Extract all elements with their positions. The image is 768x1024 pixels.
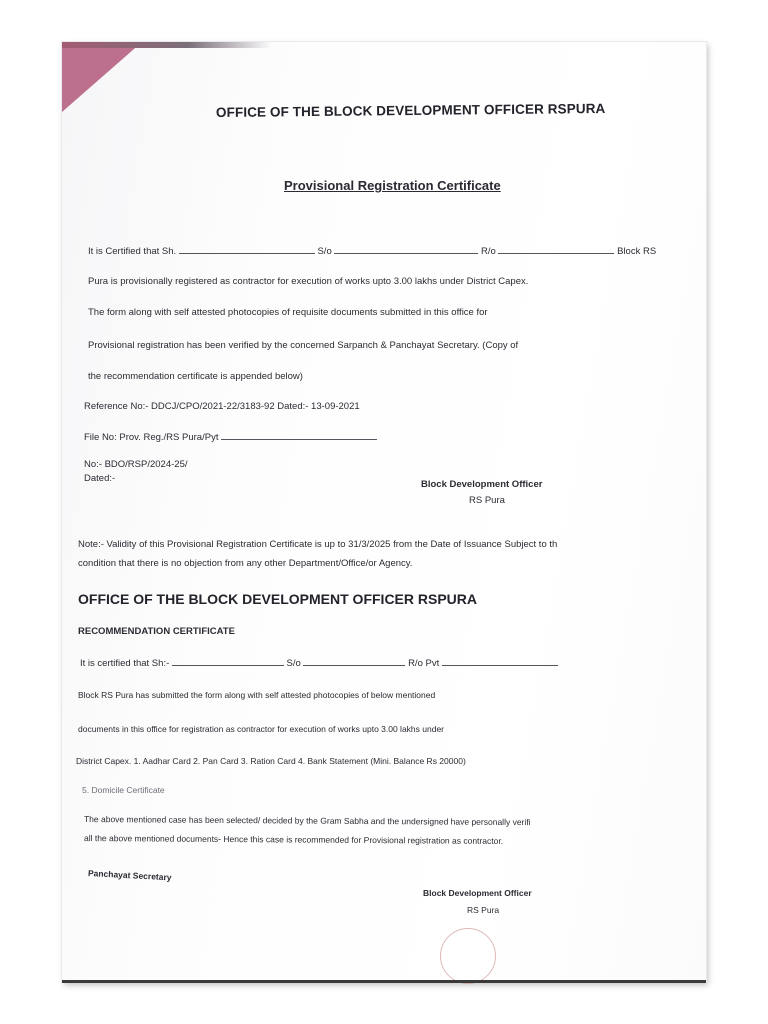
- block-label: Block RS: [617, 246, 657, 257]
- file-number-label: File No: Prov. Reg./RS Pura/Pyt: [84, 432, 219, 443]
- signatory-title: Block Development Officer: [421, 479, 543, 490]
- recommendation-line-4: District Capex. 1. Aadhar Card 2. Pan Card 3. Ration Card 4. Bank Statement (Mini. Balance Rs 20000): [76, 756, 466, 766]
- father-name-blank: [334, 244, 478, 254]
- validity-note-line-2: condition that there is no objection from any other Department/Office/or Agency.: [78, 558, 413, 569]
- ro-label: R/o: [481, 246, 496, 257]
- certificate-line-2: Pura is provisionally registered as contractor for execution of works upto 3.00 lakhs under District Capex.: [88, 276, 529, 287]
- rec-signatory-title: Block Development Officer: [423, 888, 532, 898]
- recommendation-line-5: 5. Domicile Certificate: [82, 785, 165, 795]
- issue-dated: Dated:-: [84, 473, 116, 484]
- certificate-line-3: The form along with self attested photocopies of requisite documents submitted in this office for: [88, 307, 488, 318]
- recommendation-office-title: OFFICE OF THE BLOCK DEVELOPMENT OFFICER RSPURA: [78, 591, 478, 607]
- residence-blank: [498, 244, 614, 254]
- rec-father-name-blank: [303, 656, 405, 666]
- page-bottom-edge: [62, 980, 706, 983]
- panchayat-secretary-label: Panchayat Secretary: [87, 868, 172, 883]
- issue-number: No:- BDO/RSP/2024-25/: [84, 459, 188, 470]
- recommendation-line-1: [80, 656, 558, 669]
- rec-name-blank: [172, 656, 284, 666]
- so-label: S/o: [317, 246, 332, 257]
- file-number-blank: [221, 430, 377, 440]
- rec-certified-that-label: It is certified that Sh:-: [80, 658, 170, 669]
- certificate-title: Provisional Registration Certificate: [284, 178, 501, 193]
- certified-that-label: It is Certified that Sh.: [88, 246, 177, 257]
- recommendation-line-3: documents in this office for registration as contractor for execution of works upto 3.00 lakhs under: [78, 724, 445, 734]
- recommendation-line-6: The above mentioned case has been selected/ decided by the Gram Sabha and the undersigned have personally verifi: [83, 814, 531, 828]
- signatory-place: RS Pura: [469, 495, 505, 506]
- reference-number: Reference No:- DDCJ/CPO/2021-22/3183-92 Dated:- 13-09-2021: [84, 401, 360, 412]
- recommendation-line-7: all the above mentioned documents- Hence this case is recommended for Provisional registration as contractor.: [83, 833, 504, 846]
- certificate-line-1: [88, 244, 656, 257]
- page-edge-shadow: [62, 42, 272, 48]
- certificate-line-4: Provisional registration has been verified by the concerned Sarpanch & Panchayat Secretary. (Copy of: [88, 340, 519, 351]
- document-page: [62, 42, 706, 982]
- name-blank: [179, 244, 315, 254]
- stamp-mark: [440, 928, 496, 984]
- rec-residence-blank: [442, 656, 558, 666]
- rec-ro-label: R/o Pvt: [408, 658, 440, 669]
- recommendation-line-2: Block RS Pura has submitted the form along with self attested photocopies of below mentioned: [78, 690, 436, 700]
- file-number-line: [84, 430, 377, 443]
- page-corner-shadow: [62, 42, 142, 112]
- recommendation-heading: RECOMMENDATION CERTIFICATE: [78, 626, 235, 637]
- office-title: OFFICE OF THE BLOCK DEVELOPMENT OFFICER RSPURA: [215, 100, 606, 121]
- validity-note-line-1: Note:- Validity of this Provisional Registration Certificate is up to 31/3/2025 from the Date of Issuance Subject to th: [78, 539, 558, 550]
- rec-so-label: S/o: [286, 658, 301, 669]
- certificate-line-5: the recommendation certificate is appended below): [88, 371, 303, 382]
- rec-signatory-place: RS Pura: [467, 905, 500, 915]
